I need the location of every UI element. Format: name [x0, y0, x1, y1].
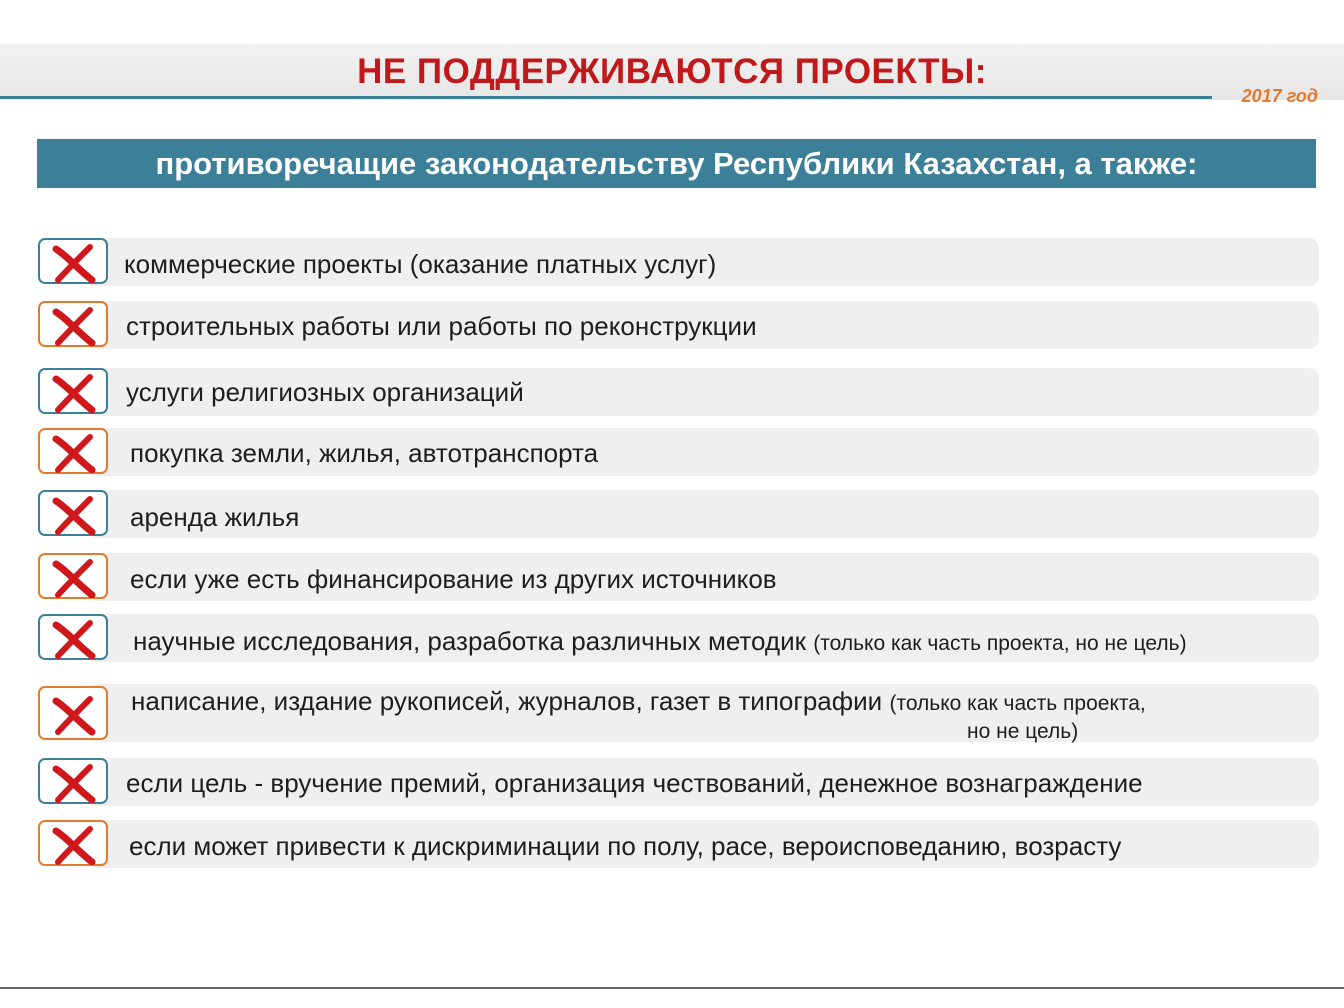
subtitle-banner: [37, 139, 1316, 188]
list-item-label: если уже есть финансирование из других источников: [130, 564, 777, 594]
title-divider: [0, 96, 1212, 99]
year-label: 2017 год: [1241, 86, 1318, 106]
list-item: [38, 614, 1319, 662]
list-item: [38, 820, 1319, 868]
list-item-label: покупка земли, жилья, автотранспорта: [130, 438, 599, 468]
footer-divider: [0, 987, 1344, 989]
list-item-note: (только как часть проекта,: [889, 692, 1146, 715]
list-item: [38, 368, 1319, 416]
red-x-cross-icon: [38, 490, 108, 536]
list-item-note-continued: но не цель): [967, 720, 1079, 743]
list-item: [38, 684, 1319, 742]
red-x-cross-icon: [38, 301, 108, 347]
banner-text: противоречащие законодательству Республики Казахстан, а также:: [155, 146, 1198, 181]
list-item-note: (только как часть проекта, но не цель): [813, 632, 1187, 655]
page-title: НЕ ПОДДЕРЖИВАЮТСЯ ПРОЕКТЫ:: [357, 52, 987, 91]
list-item-label: если может привести к дискриминации по полу, расе, вероисповеданию, возрасту: [129, 831, 1122, 861]
list-item: [38, 428, 1319, 476]
list-item-label: [133, 626, 1187, 657]
red-x-cross-icon: [38, 820, 108, 866]
list-item: [38, 490, 1319, 538]
red-x-cross-icon: [38, 686, 108, 740]
list-item-text: научные исследования, разработка различных методик: [133, 626, 807, 656]
red-x-cross-icon: [38, 238, 108, 284]
list-item-label: коммерческие проекты (оказание платных услуг): [124, 249, 717, 279]
list-item: [38, 553, 1319, 601]
list-item: [38, 758, 1319, 806]
red-x-cross-icon: [38, 428, 108, 474]
red-x-cross-icon: [38, 614, 108, 660]
list-item-label: строительных работы или работы по реконструкции: [126, 311, 757, 341]
list-item: [38, 238, 1319, 286]
red-x-cross-icon: [38, 368, 108, 414]
list-item-label: если цель - вручение премий, организация чествований, денежное вознаграждение: [126, 768, 1143, 798]
list-item-label: [131, 686, 1146, 717]
list-item-label: аренда жилья: [130, 502, 300, 532]
list-item: [38, 301, 1319, 349]
list-item-text: написание, издание рукописей, журналов, газет в типографии: [131, 686, 883, 716]
red-x-cross-icon: [38, 553, 108, 599]
list-item-label: услуги религиозных организаций: [126, 377, 524, 407]
red-x-cross-icon: [38, 758, 108, 804]
